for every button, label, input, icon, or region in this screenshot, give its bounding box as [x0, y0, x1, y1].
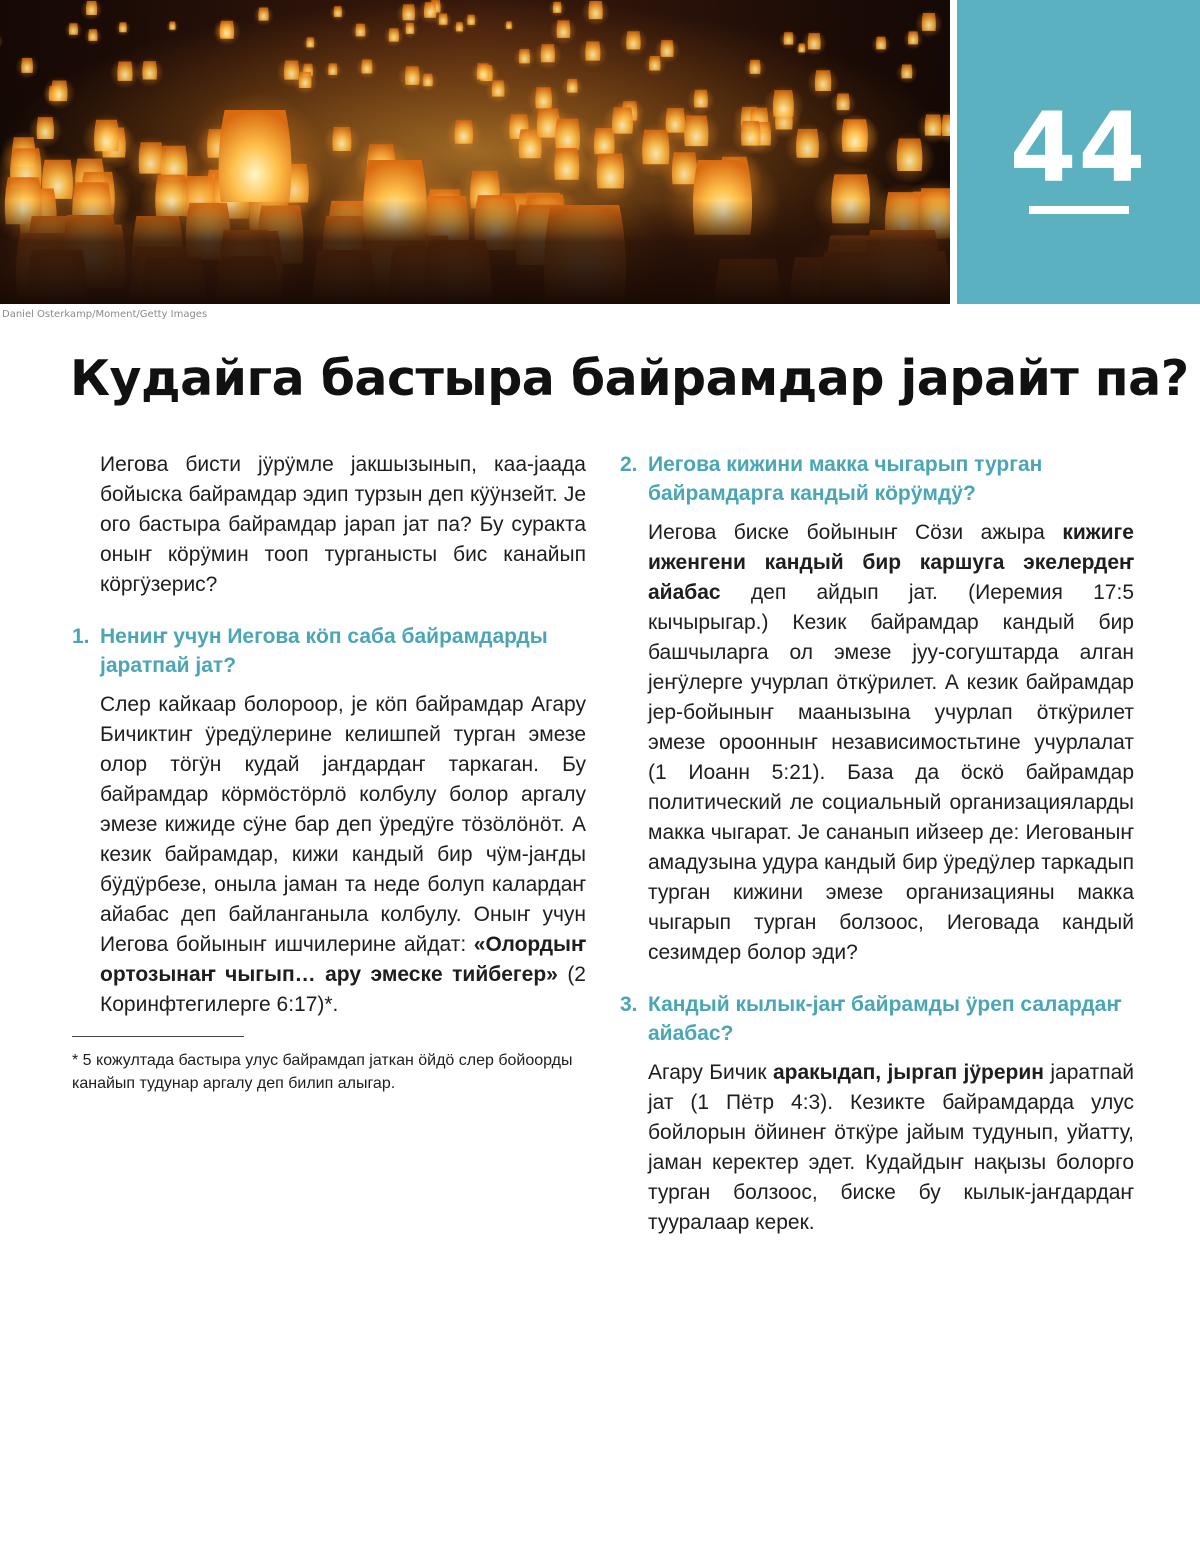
sky-lantern — [51, 81, 67, 102]
question-3 — [620, 990, 1134, 1048]
sky-lantern — [117, 62, 132, 81]
sky-lantern — [94, 120, 119, 151]
sky-lantern — [37, 117, 54, 139]
sky-lantern — [467, 15, 475, 25]
sky-lantern — [642, 130, 669, 164]
sky-lantern — [328, 63, 337, 75]
sky-lantern — [901, 64, 912, 78]
intro-paragraph: Иегова бисти јӱрӱмле јакшызынып, каа-јаада бойыска байрамдар эдип турзын деп кӱӱнзейт. Је ого бастыра байрамдар јарап јат па? Бу суракта оныҥ кӧрӱмин тооп турганысты бис канайып кӧргӱзерис? — [100, 453, 586, 596]
question-1-number: 1. — [72, 625, 90, 648]
question-3-text: Кандый кылык-јаҥ байрамды ӱреп салардаҥ айабас? — [648, 993, 1122, 1045]
question-2-text: Иегова кижини макка чыгарып турган байрамдарга кандый кӧрӱмдӱ? — [648, 453, 1043, 505]
sky-lantern — [21, 58, 33, 73]
sky-lantern — [897, 138, 923, 171]
left-column — [72, 450, 586, 1095]
answer-3-part-3: јаратпай јат (1 Пётр 4:3). Кезикте байрамдарда улус бойлорын ӧйинеҥ ӧткӱре јайым тудунып, уйатту, јаман керектер эдет. Кудайдыҥ нақызы болорго турган болзоос, биске бу кылык-јаҥдардаҥ тууралаар керек. — [648, 1061, 1134, 1234]
sky-lantern — [219, 110, 292, 202]
sky-lantern — [815, 70, 831, 91]
sky-lantern — [402, 4, 415, 20]
page-title: Кудайга бастыра байрамдар јарайт па? — [70, 350, 1189, 407]
sky-lantern — [588, 1, 602, 19]
sky-lantern — [796, 129, 819, 158]
sky-lantern — [741, 121, 761, 146]
sky-lantern — [220, 21, 234, 39]
answer-2-emphasis: кижиге иженгени кандый бир каршуга экелердеҥ айабас — [648, 521, 1134, 604]
sky-lantern — [541, 44, 555, 62]
sky-lantern — [784, 32, 794, 44]
lesson-number: 44 — [1009, 92, 1148, 204]
question-3-number: 3. — [620, 993, 638, 1016]
sky-lantern — [519, 49, 530, 63]
answer-2 — [620, 518, 1134, 968]
sky-lantern — [424, 2, 436, 18]
sky-lantern — [553, 2, 562, 13]
sky-lantern — [557, 20, 571, 37]
lesson-number-badge — [957, 0, 1200, 304]
sky-lantern — [808, 33, 821, 49]
question-1 — [72, 622, 586, 680]
sky-lantern — [492, 80, 505, 96]
sky-lantern — [119, 22, 127, 32]
sky-lantern — [842, 119, 868, 152]
footnote-divider — [72, 1036, 244, 1037]
sky-lantern — [477, 63, 490, 79]
answer-1-part-3: (2 Коринфтегилерге 6:17)*. — [100, 963, 586, 1016]
photo-credit: Daniel Osterkamp/Moment/Getty Images — [2, 309, 208, 320]
answer-2-part-3: деп айдып јат. (Иеремия 17:5 кычырыгар.) Кезик байрамдар кандый бир башчыларга ол эмезе јуу-согуштарда алган јеҥӱлерге учурлап ӧткӱрилет. А кезик байрамдар јер-бойыныҥ маанызына учурлап ӧткӱрилет эмезе ороонныҥ независимостьтине учурлалат (1 Иоанн 5:21). База да ӧскӧ байрамдар политический ле социальный организацияларды макка чыгарат. Је сананып ийзеер де: Иегованыҥ амадузына удура кандый бир ӱредӱлер таркадып турган кижини эмезе организацияны макка чыгарып турган болзоос, Иеговада кандый сезимдер болор эди? — [648, 581, 1134, 964]
sky-lantern — [306, 37, 314, 47]
answer-1 — [72, 690, 586, 1020]
lantern-illustration — [0, 0, 950, 304]
sky-lantern — [258, 8, 268, 21]
sky-lantern — [922, 13, 936, 31]
answer-1-quote: «Олордыҥ ортозынаҥ чыгып… ару эмеске тийбегер» — [100, 933, 586, 986]
sky-lantern — [626, 31, 640, 49]
badge-underline — [1029, 206, 1129, 214]
sky-lantern — [585, 41, 600, 60]
sky-lantern — [169, 22, 175, 30]
right-column — [620, 450, 1134, 1238]
sky-lantern — [876, 37, 886, 50]
question-2 — [620, 450, 1134, 508]
sky-lantern — [69, 23, 78, 35]
sky-lantern — [284, 61, 299, 80]
sky-lantern — [142, 61, 157, 79]
sky-lantern — [660, 40, 673, 57]
question-2-number: 2. — [620, 453, 638, 476]
sky-lantern — [332, 127, 351, 151]
sky-lantern — [684, 115, 708, 146]
sky-lantern — [694, 90, 708, 108]
sky-lantern — [405, 66, 420, 84]
sky-lantern — [361, 59, 372, 73]
hero-photo-sky-lanterns — [0, 0, 950, 304]
sky-lantern — [88, 29, 97, 41]
sky-lantern — [554, 148, 579, 180]
sky-lantern — [942, 115, 950, 136]
answer-1-part-1: Слер кайкаар болороор, је кӧп байрамдар Агару Бичиктиҥ ӱредӱлерине келишпей турган эмезе олор тӧгӱн кудай јаҥдардаҥ таркаган. Бу байрамдар кӧрмӧстӧрлӧ колбулу болор аргалу эмезе кижиде сӱне бар деп ӱредӱге тӧзӧлӧнӧт. А кезик байрамдар, кижи кандый бир чӱм-јаҥды бӱдӱрбезе, оныла јаман та неде болуп калардаҥ айабас деп байланганыла колбулу. Оныҥ учун Иегова бойыныҥ ишчилерине айдат: — [100, 693, 586, 956]
sky-lantern — [836, 93, 849, 110]
sky-lantern — [389, 28, 399, 41]
sky-lantern — [334, 6, 342, 17]
answer-3-part-1: Агару Бичик — [648, 1061, 773, 1084]
sky-lantern — [773, 90, 794, 116]
sky-lantern — [506, 21, 512, 29]
sky-lantern — [908, 31, 918, 44]
question-1-text: Нениҥ учун Иегова кӧп саба байрамдарды јаратпай јат? — [100, 625, 548, 677]
sky-lantern — [86, 1, 97, 15]
sky-lantern — [749, 60, 760, 74]
sky-lantern — [355, 24, 365, 37]
answer-3 — [620, 1058, 1134, 1238]
answer-3-emphasis: аракыдап, јыргап јӱрерин — [772, 1061, 1044, 1084]
answer-2-part-1: Иегова биске бойыныҥ Сӧзи ажыра — [648, 521, 1063, 544]
footnote: * 5 кожултада бастыра улус байрамдап јаткан ӧйдӧ слер бойоорды канайып тудунар аргалу деп билип алыгар. — [72, 1052, 573, 1092]
sky-lantern — [597, 153, 625, 188]
sky-lantern — [567, 79, 578, 93]
sky-lantern — [456, 22, 463, 31]
sky-lantern — [612, 107, 633, 133]
sky-lantern — [454, 120, 473, 143]
